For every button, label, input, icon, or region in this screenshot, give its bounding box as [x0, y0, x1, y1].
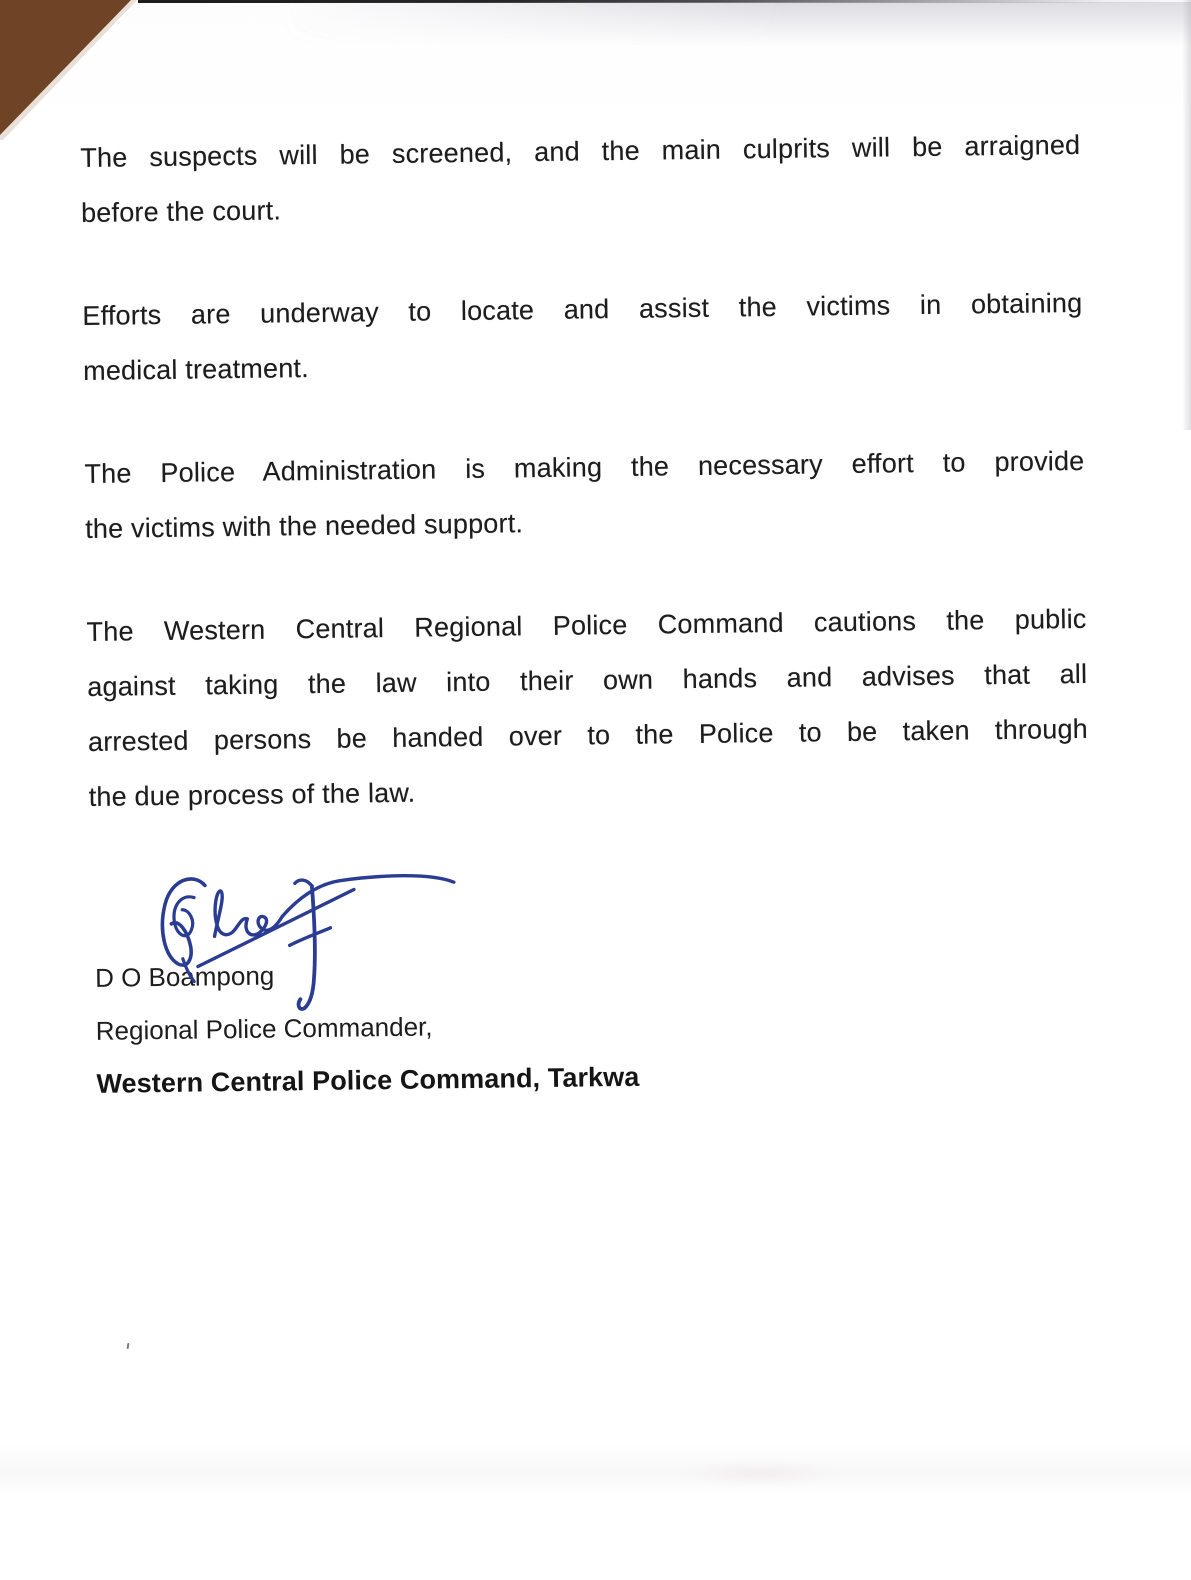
paragraph-line: arrested persons be handed over to the Police to be taken through	[87, 713, 1089, 757]
paragraph-line: The Police Administration is making the necessary effort to provide	[84, 445, 1085, 489]
signatory-title: Regional Police Commander,	[95, 1011, 433, 1046]
scan-speck	[127, 1343, 130, 1349]
signatory-name: D O Boampong	[94, 960, 275, 993]
letter-body	[80, 118, 1093, 1111]
paragraph-line: against taking the law into their own hands and advises that all	[87, 658, 1088, 702]
right-shadow-wash	[1182, 0, 1191, 430]
paragraph-line: Efforts are underway to locate and assist the victims in obtaining	[82, 287, 1083, 331]
paragraph-police-administration	[84, 434, 1085, 557]
paragraph-line: The suspects will be screened, and the main culprits will be arraigned	[80, 129, 1081, 173]
paragraph-line: the due process of the law.	[88, 777, 416, 812]
signature-ink	[135, 848, 497, 1033]
paragraph-line: before the court.	[80, 195, 282, 228]
paragraph-line: The Western Central Regional Police Command cautions the public	[86, 603, 1087, 647]
paragraph-line: the victims with the needed support.	[85, 508, 524, 544]
paragraph-victims-efforts	[82, 276, 1083, 399]
scan-noise	[0, 1445, 1191, 1497]
top-shadow-wash	[280, 2, 1191, 46]
paragraph-suspects	[80, 118, 1081, 241]
signatory-command: Western Central Police Command, Tarkwa	[96, 1061, 640, 1099]
paragraph-public-caution	[86, 592, 1089, 825]
desk-wood-corner	[0, 0, 150, 150]
paragraph-line: medical treatment.	[82, 353, 310, 386]
